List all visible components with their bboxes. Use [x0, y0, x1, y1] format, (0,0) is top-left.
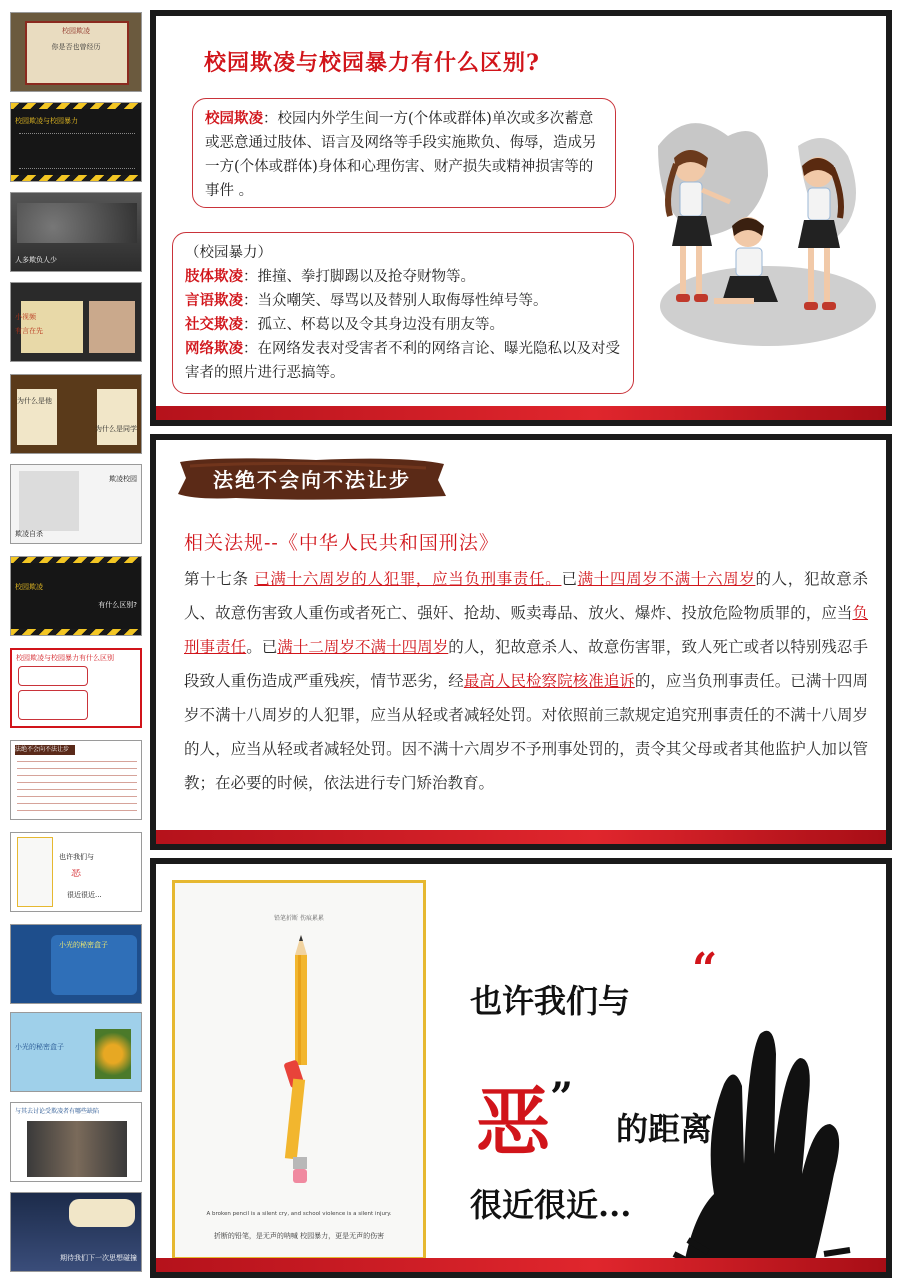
headline-line-3: 很近很近...: [470, 1186, 632, 1224]
article-text: 已: [561, 570, 578, 588]
thumbnail-1-text: 校园欺凌: [62, 27, 90, 35]
headline-line-1: 也许我们与: [470, 982, 631, 1020]
thumbnail-3-text: 人多欺负人少: [15, 256, 57, 264]
thumbnail-14-text: 期待我们下一次思想碰撞: [60, 1254, 137, 1262]
thumbnail-6-text: 欺凌校园: [109, 475, 137, 483]
slide-evil-closeness: [150, 858, 892, 1278]
thumbnail-4[interactable]: [10, 282, 142, 362]
thumbnail-4-text-2: 有言在先: [15, 327, 43, 335]
poster-chinese-caption: 折断的铅笔，是无声的呐喊 校园暴力，更是无声的伤害: [213, 1232, 385, 1240]
violence-heading: （校园暴力）: [185, 245, 272, 261]
thumbnail-7-text: 校园欺凌: [15, 583, 43, 591]
thumbnail-10-text-3: 很近很近...: [67, 891, 102, 899]
sunflower-image: [95, 1029, 131, 1079]
slide-thumbnail-rail: [0, 0, 150, 1286]
bullying-definition: ：校园内外学生间一方(个体或群体)单次或多次蓄意或恶意通过肢体、语言及网络等手段实施欺负、侮辱，造成另一方(个体或群体)身体和心理伤害、财产损失或精神损害等的事件 。: [205, 111, 597, 199]
hazard-stripe: [11, 629, 141, 635]
thumbnail-13-text: 与其去讨论受欺凌者有哪些缺陷: [15, 1108, 100, 1115]
thumbnail-10-text-2: 恶: [71, 869, 81, 878]
thumbnail-2-text: 校园欺凌与校园暴力: [15, 117, 78, 125]
thumbnail-3[interactable]: [10, 192, 142, 272]
law-heading: 相关法规--《中华人民共和国刑法》: [184, 532, 499, 554]
definition-box: [18, 690, 88, 720]
thumbnail-5-text: 为什么是他: [17, 397, 52, 405]
title-banner: [176, 456, 448, 500]
slide-criminal-law: [150, 434, 892, 850]
bullying-term: 校园欺凌: [205, 110, 263, 127]
thumbnail-4-text: 小视频: [15, 313, 36, 321]
violence-item: [185, 313, 621, 337]
thumbnail-13[interactable]: [10, 1102, 142, 1182]
thumbnail-1[interactable]: [10, 12, 142, 92]
article-text: 的，应当负刑事责任。已满十四周岁不满十八周岁的人犯罪，应当从轻或者减轻处罚。对依照前三款规定追究刑事责任的不满十八周岁的人，应当从轻或者减轻处罚。因不满十六周岁不予刑事处罚的，责令其父母或者其他监护人加以管教；在必要的时候，依法进行专门矫治教育。: [184, 672, 868, 792]
thumbnail-1-text-2: 你是否也曾经历: [51, 43, 101, 51]
violence-item: [185, 337, 621, 385]
thumbnail-8[interactable]: [10, 648, 142, 728]
poster-top-caption: 铅笔折断 伤痕累累: [274, 915, 324, 922]
headline-line-2: 的距离: [616, 1110, 713, 1148]
article-text: 的人，犯故意杀人、故意伤害罪，致人死亡或者以特别残忍手段致人重伤造成严重残疾，情节恶劣，经: [184, 638, 868, 690]
thumbnail-7-text-2: 有什么区别?: [98, 601, 137, 609]
crowd-photo: [17, 203, 137, 243]
thumbnail-12-text: 小光的秘密盒子: [15, 1043, 64, 1051]
violence-term: 社交欺凌: [185, 316, 243, 333]
slide-footer-bar: [156, 830, 886, 844]
slide-definitions: [150, 10, 892, 426]
thumbnail-7[interactable]: [10, 556, 142, 636]
broken-pencil-poster: [172, 880, 426, 1260]
slide-title: 校园欺凌与校园暴力有什么区别?: [204, 50, 540, 76]
underlined-clause: 已满十六周岁的人犯罪，应当负刑事责任。: [254, 570, 562, 588]
slide-footer-bar: [156, 406, 886, 420]
close-quote: ”: [550, 1074, 574, 1121]
violence-text: ：推撞、拳打脚踢以及抢夺财物等。: [243, 269, 475, 285]
thumbnail-9-text: 法绝不会向不法让步: [15, 746, 70, 753]
open-quote: “: [692, 944, 718, 995]
underlined-clause: 满十二周岁不满十四周岁: [277, 638, 449, 656]
banner-title: 法绝不会向不法让步: [213, 468, 411, 492]
poster-english-caption: A broken pencil is a silent cry, and school violence is a silent injury.: [206, 1211, 392, 1217]
article-text: 。已: [246, 638, 278, 656]
article-text: 的人，犯故意杀人、故意伤害致人重伤或者死亡、强奸、抢劫、贩卖毒品、放火、爆炸、投放危险物质罪的，应当: [184, 570, 868, 622]
hazard-stripe: [11, 557, 141, 563]
violence-item: [185, 289, 621, 313]
violence-term: 网络欺凌: [185, 340, 243, 357]
thumbnail-11-text: 小光的秘密盒子: [59, 941, 108, 949]
text-lines: [17, 761, 137, 811]
definition-box: [18, 666, 88, 686]
thumbnail-2-table: [19, 133, 135, 169]
thumbnail-8-text: 校园欺凌与校园暴力有什么区别: [16, 654, 114, 662]
violence-item: [185, 265, 621, 289]
evil-character: 恶: [476, 1080, 550, 1166]
thumbnail-10[interactable]: [10, 832, 142, 912]
thumbnail-6[interactable]: [10, 464, 142, 544]
hazard-stripe: [11, 175, 141, 181]
law-article-text: [184, 562, 868, 800]
underlined-clause: 最高人民检察院核准追诉: [463, 672, 635, 690]
thumbnail-11[interactable]: [10, 924, 142, 1004]
thumbnail-12[interactable]: [10, 1012, 142, 1092]
underlined-clause: 负刑事责任: [184, 604, 868, 656]
violence-text: ：在网络发表对受害者不利的网络言论、曝光隐私以及对受害者的照片进行恶搞等。: [185, 341, 620, 381]
violence-term: 肢体欺凌: [185, 268, 243, 285]
thumbnail-9[interactable]: [10, 740, 142, 820]
broken-pencil-icon: [265, 933, 335, 1203]
violence-text: ：当众嘲笑、辱骂以及替别人取侮辱性绰号等。: [243, 293, 548, 309]
thumbnail-5-text-2: 为什么是同学: [95, 425, 137, 433]
video-frame: [27, 1121, 127, 1177]
violence-text: ：孤立、杯葛以及令其身边没有朋友等。: [243, 317, 504, 333]
speech-bubble: [69, 1199, 135, 1227]
thumbnail-10-text: 也许我们与: [59, 853, 94, 861]
bullying-cartoon-illustration: [618, 106, 876, 386]
thumbnail-6-text-2: 欺凌自杀: [15, 530, 43, 538]
thumbnail-2[interactable]: [10, 102, 142, 182]
slide-footer-bar: [156, 1258, 886, 1272]
thumbnail-5[interactable]: [10, 374, 142, 454]
hazard-stripe: [11, 103, 141, 109]
article-number: 第十七条: [184, 570, 255, 588]
violence-term: 言语欺凌: [185, 292, 243, 309]
thumbnail-14[interactable]: [10, 1192, 142, 1272]
poster-mini: [17, 837, 53, 907]
violence-types-box: [172, 232, 634, 394]
bullying-definition-box: [192, 98, 616, 208]
underlined-clause: 满十四周岁不满十六周岁: [577, 570, 756, 588]
